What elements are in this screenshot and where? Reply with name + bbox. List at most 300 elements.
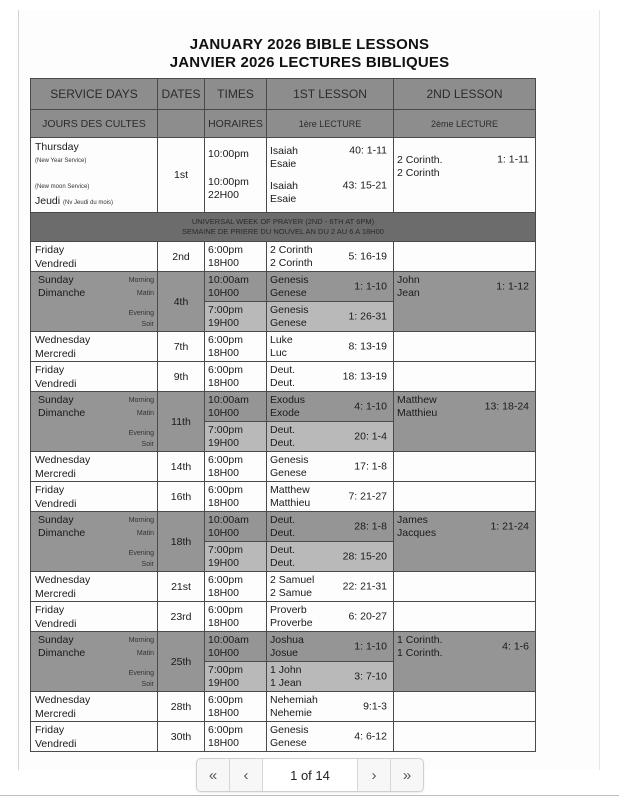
service-day-cell bbox=[31, 362, 158, 392]
service-day-fr: Vendredi bbox=[35, 497, 77, 510]
service-evening bbox=[129, 428, 154, 450]
lesson1-cell bbox=[267, 572, 394, 602]
prayer-week-banner bbox=[31, 213, 536, 242]
lesson1-book-en: Exodus bbox=[270, 393, 306, 406]
service-day-en: Wednesday bbox=[35, 693, 91, 706]
lesson1-cell bbox=[267, 632, 394, 662]
lesson2-cell bbox=[394, 242, 536, 272]
table-row bbox=[31, 722, 536, 752]
lesson1-reference: 18: 13-19 bbox=[342, 370, 387, 382]
time-en: 6:00pm bbox=[208, 723, 244, 736]
time-cell bbox=[205, 392, 267, 422]
lessons-table bbox=[30, 78, 536, 752]
lesson1-book-en: 1 John bbox=[270, 663, 302, 676]
service-evening-en: Evening bbox=[128, 430, 154, 437]
service-day-fr: Vendredi bbox=[35, 257, 77, 270]
service-day-sunday-b bbox=[35, 407, 157, 420]
lesson1-book-en: Genesis bbox=[270, 303, 309, 316]
lesson1-reference: 1: 1-10 bbox=[354, 280, 387, 292]
lesson1-reference: 17: 1-8 bbox=[354, 460, 387, 472]
service-matin: Matin bbox=[136, 290, 154, 297]
service-morning: Morning bbox=[128, 637, 154, 644]
service-day-fr: Mercredi bbox=[35, 587, 76, 600]
time-fr: 19H00 bbox=[208, 676, 239, 689]
lesson2-wrap bbox=[397, 692, 535, 694]
prev-page-button[interactable]: ‹ bbox=[230, 759, 263, 791]
time-cell bbox=[205, 422, 267, 452]
thursday-lesson1 bbox=[267, 138, 394, 213]
date-cell: 25th bbox=[158, 632, 205, 692]
lesson1-reference: 1: 1-10 bbox=[354, 640, 387, 652]
lesson1-cell bbox=[267, 332, 394, 362]
lesson2-wrap bbox=[397, 482, 535, 484]
lesson2-wrap bbox=[397, 602, 535, 604]
time-fr: 10H00 bbox=[208, 286, 239, 299]
service-day-sunday-a bbox=[35, 274, 157, 287]
table-row bbox=[31, 692, 536, 722]
lesson1-cell bbox=[267, 422, 394, 452]
lesson2-wrap bbox=[397, 722, 535, 724]
time-cell bbox=[205, 632, 267, 662]
thursday-lesson2 bbox=[394, 138, 536, 213]
lesson2-cell bbox=[394, 692, 536, 722]
time-cell bbox=[205, 542, 267, 572]
header-dates-fr bbox=[158, 110, 205, 138]
lesson2-book-en: 1 Corinth. bbox=[397, 634, 443, 646]
table-row bbox=[31, 392, 536, 422]
date-cell: 4th bbox=[158, 272, 205, 332]
date-cell: 18th bbox=[158, 512, 205, 572]
header-service-days: SERVICE DAYS bbox=[31, 79, 158, 110]
thursday-times bbox=[205, 138, 267, 213]
date-cell: 30th bbox=[158, 722, 205, 752]
time-fr: 10H00 bbox=[208, 406, 239, 419]
time-en: 6:00pm bbox=[208, 483, 244, 496]
lesson1-cell bbox=[267, 302, 394, 332]
service-day-cell bbox=[31, 692, 158, 722]
next-page-button[interactable]: › bbox=[357, 759, 390, 791]
table-row bbox=[31, 272, 536, 302]
service-day-cell bbox=[31, 242, 158, 272]
service-evening-label bbox=[35, 548, 157, 570]
lesson2-reference: 13: 18-24 bbox=[484, 400, 529, 413]
time-en: 10:00am bbox=[208, 513, 249, 526]
lesson1-book-en: Genesis bbox=[270, 453, 309, 466]
service-evening-en: Evening bbox=[128, 670, 154, 677]
service-day-sunday-b bbox=[35, 527, 157, 540]
time-cell bbox=[205, 332, 267, 362]
lesson1-book-fr: Exode bbox=[270, 406, 300, 419]
header-horaires: HORAIRES bbox=[205, 110, 267, 138]
service-day-en: Wednesday bbox=[35, 333, 91, 346]
lesson1-reference: 8: 13-19 bbox=[348, 340, 387, 352]
lesson1-book-fr: Deut. bbox=[270, 556, 296, 569]
lesson1-book-en: Matthew bbox=[270, 483, 310, 496]
service-day-en: Wednesday bbox=[35, 573, 91, 586]
thursday-l1-b-en: Isaiah bbox=[270, 179, 299, 192]
lesson1-reference: 4: 6-12 bbox=[354, 730, 387, 742]
service-day-en: Sunday bbox=[38, 514, 74, 526]
time-fr: 18H00 bbox=[208, 346, 239, 359]
lesson2-book-en: John bbox=[397, 274, 420, 286]
lesson1-book-en: 2 Corinth bbox=[270, 243, 313, 256]
time-cell bbox=[205, 512, 267, 542]
service-evening-fr: Soir bbox=[141, 441, 154, 448]
lesson1-book-fr: Genese bbox=[270, 466, 307, 479]
service-day-cell bbox=[31, 482, 158, 512]
page-indicator: 1 of 14 bbox=[263, 759, 357, 791]
lesson2-reference: 1: 21-24 bbox=[490, 520, 529, 533]
lesson2-cell bbox=[394, 632, 536, 692]
lesson2-cell bbox=[394, 362, 536, 392]
service-day-en: Friday bbox=[35, 723, 65, 736]
lesson1-book-en: Luke bbox=[270, 333, 293, 346]
service-day-cell bbox=[31, 452, 158, 482]
time-fr: 19H00 bbox=[208, 436, 239, 449]
time-en: 6:00pm bbox=[208, 693, 244, 706]
service-evening-fr: Soir bbox=[141, 561, 154, 568]
lesson1-book-fr: Deut. bbox=[270, 436, 296, 449]
table-row-thursday bbox=[31, 138, 536, 213]
lesson1-reference: 22: 21-31 bbox=[342, 580, 387, 592]
service-day-cell bbox=[31, 392, 158, 452]
service-evening-en: Evening bbox=[128, 310, 154, 317]
time-cell bbox=[205, 242, 267, 272]
service-day-cell bbox=[31, 272, 158, 332]
time-en: 6:00pm bbox=[208, 453, 244, 466]
time-en: 6:00pm bbox=[208, 363, 244, 376]
lesson2-wrap bbox=[397, 632, 535, 660]
thursday-note-mid: (New moon Service) bbox=[35, 184, 90, 190]
lesson1-book-fr: Proverbe bbox=[270, 616, 313, 629]
lesson2-reference: 1: 1-12 bbox=[496, 280, 529, 293]
service-evening-label bbox=[35, 428, 157, 450]
lesson1-cell bbox=[267, 362, 394, 392]
time-cell bbox=[205, 272, 267, 302]
service-evening-en: Evening bbox=[128, 550, 154, 557]
date-cell: 14th bbox=[158, 452, 205, 482]
service-day-fr: Mercredi bbox=[35, 347, 76, 360]
time-fr: 18H00 bbox=[208, 706, 239, 719]
lesson2-wrap bbox=[397, 272, 535, 300]
table-row bbox=[31, 572, 536, 602]
lesson1-cell bbox=[267, 602, 394, 632]
time-fr: 18H00 bbox=[208, 736, 239, 749]
service-day-fr: Mercredi bbox=[35, 467, 76, 480]
lesson2-book-en: James bbox=[397, 514, 428, 526]
lesson1-reference: 28: 1-8 bbox=[354, 520, 387, 532]
service-day-en: Wednesday bbox=[35, 453, 91, 466]
header-lesson2: 2ND LESSON bbox=[394, 79, 536, 110]
lesson2-wrap bbox=[397, 512, 535, 540]
lesson1-book-en: Deut. bbox=[270, 543, 296, 556]
service-morning: Morning bbox=[128, 517, 154, 524]
table-row bbox=[31, 242, 536, 272]
thursday-l2-en: 2 Corinth. bbox=[397, 154, 443, 166]
time-en: 10:00am bbox=[208, 273, 249, 286]
service-matin: Matin bbox=[136, 650, 154, 657]
banner-line-en: UNIVERSAL WEEK OF PRAYER (2ND - 6TH AT 6PM) bbox=[191, 217, 375, 226]
table-row bbox=[31, 602, 536, 632]
lesson1-book-en: Nehemiah bbox=[270, 693, 318, 706]
lesson1-book-fr: Luc bbox=[270, 346, 287, 359]
lesson1-cell bbox=[267, 662, 394, 692]
thursday-l1-a-fr: Esaie bbox=[270, 157, 297, 170]
service-evening-label bbox=[35, 668, 157, 690]
thursday-time-a: 10:00pm bbox=[208, 147, 249, 160]
lesson1-reference: 3: 7-10 bbox=[354, 670, 387, 682]
lesson1-book-fr: Genese bbox=[270, 286, 307, 299]
time-fr: 19H00 bbox=[208, 316, 239, 329]
thursday-l1-a-ref: 40: 1-11 bbox=[349, 144, 387, 156]
lesson2-book-fr: Jacques bbox=[397, 527, 437, 539]
lesson1-reference: 6: 20-27 bbox=[348, 610, 387, 622]
table-row bbox=[31, 362, 536, 392]
thursday-time-b1: 10:00pm bbox=[208, 176, 249, 189]
thursday-day-en: Thursday bbox=[35, 141, 79, 153]
table-row bbox=[31, 452, 536, 482]
time-fr: 18H00 bbox=[208, 616, 239, 629]
header-times: TIMES bbox=[205, 79, 267, 110]
service-day-sunday-a bbox=[35, 514, 157, 527]
lesson1-book-fr: 2 Corinth bbox=[270, 256, 313, 269]
lesson1-book-fr: Genese bbox=[270, 316, 307, 329]
date-cell: 7th bbox=[158, 332, 205, 362]
lesson1-book-en: Proverb bbox=[270, 603, 307, 616]
lesson2-cell bbox=[394, 332, 536, 362]
time-en: 6:00pm bbox=[208, 243, 244, 256]
lesson2-cell bbox=[394, 602, 536, 632]
lesson2-wrap bbox=[397, 572, 535, 574]
lesson1-reference: 20: 1-4 bbox=[354, 430, 387, 442]
service-day-fr: Dimanche bbox=[38, 287, 86, 299]
lesson2-cell bbox=[394, 722, 536, 752]
pdf-pager bbox=[196, 758, 424, 792]
time-en: 6:00pm bbox=[208, 333, 244, 346]
time-fr: 10H00 bbox=[208, 526, 239, 539]
lesson1-cell bbox=[267, 512, 394, 542]
lesson1-cell bbox=[267, 722, 394, 752]
table-row bbox=[31, 482, 536, 512]
date-cell: 21st bbox=[158, 572, 205, 602]
lesson1-book-en: Deut. bbox=[270, 423, 296, 436]
time-cell bbox=[205, 482, 267, 512]
service-day-en: Sunday bbox=[38, 274, 74, 286]
lesson1-book-en: Deut. bbox=[270, 363, 296, 376]
document-title-en: JANUARY 2026 BIBLE LESSONS bbox=[189, 36, 430, 53]
lesson1-cell bbox=[267, 542, 394, 572]
header-jours-cultes: JOURS DES CULTES bbox=[31, 110, 158, 138]
time-cell bbox=[205, 722, 267, 752]
date-cell: 9th bbox=[158, 362, 205, 392]
service-evening-fr: Soir bbox=[141, 681, 154, 688]
lesson1-book-fr: Deut. bbox=[270, 526, 296, 539]
time-fr: 10H00 bbox=[208, 646, 239, 659]
service-day-en: Sunday bbox=[38, 394, 74, 406]
table-row bbox=[31, 632, 536, 662]
service-day-fr: Vendredi bbox=[35, 377, 77, 390]
header-dates: DATES bbox=[158, 79, 205, 110]
service-day-cell bbox=[31, 632, 158, 692]
service-morning: Morning bbox=[128, 277, 154, 284]
header-lesson1: 1ST LESSON bbox=[267, 79, 394, 110]
lesson2-cell bbox=[394, 572, 536, 602]
lesson1-cell bbox=[267, 482, 394, 512]
thursday-note-fr: (Nv Jeudi du mois) bbox=[63, 200, 114, 206]
thursday-note-en: (New Year Service) bbox=[35, 158, 87, 164]
header-lecture2: 2ème LECTURE bbox=[394, 110, 536, 138]
thursday-day-cell bbox=[31, 138, 158, 213]
time-cell bbox=[205, 572, 267, 602]
service-day-en: Friday bbox=[35, 363, 65, 376]
service-evening bbox=[129, 668, 154, 690]
time-fr: 18H00 bbox=[208, 376, 239, 389]
lesson1-cell bbox=[267, 452, 394, 482]
lesson1-cell bbox=[267, 272, 394, 302]
document-title-fr: JANVIER 2026 LECTURES BIBLIQUES bbox=[169, 54, 450, 71]
lesson2-cell bbox=[394, 512, 536, 572]
lesson1-reference: 5: 16-19 bbox=[348, 250, 387, 262]
time-en: 6:00pm bbox=[208, 603, 244, 616]
lesson1-book-fr: Deut. bbox=[270, 376, 296, 389]
time-cell bbox=[205, 362, 267, 392]
service-day-fr: Vendredi bbox=[35, 737, 77, 750]
table-row bbox=[31, 512, 536, 542]
thursday-l1-b-ref: 43: 15-21 bbox=[342, 179, 387, 191]
lesson2-cell bbox=[394, 392, 536, 452]
lesson1-book-en: Genesis bbox=[270, 723, 309, 736]
table-row bbox=[31, 332, 536, 362]
lesson2-book-fr: Jean bbox=[397, 287, 420, 299]
time-en: 10:00am bbox=[208, 393, 249, 406]
lesson1-reference: 4: 1-10 bbox=[354, 400, 387, 412]
lesson1-book-fr: Josue bbox=[270, 646, 299, 659]
thursday-l1-b-fr: Esaie bbox=[270, 192, 297, 205]
thursday-l2-fr: 2 Corinth bbox=[397, 167, 440, 179]
date-cell: 28th bbox=[158, 692, 205, 722]
lesson2-wrap bbox=[397, 392, 535, 420]
header-lecture1: 1ère LECTURE bbox=[267, 110, 394, 138]
lesson2-wrap bbox=[397, 452, 535, 454]
service-evening bbox=[129, 548, 154, 570]
time-en: 7:00pm bbox=[208, 663, 244, 676]
time-cell bbox=[205, 662, 267, 692]
lesson2-wrap bbox=[397, 332, 535, 334]
viewer-bottom-border bbox=[0, 795, 619, 796]
lesson1-book-fr: Genese bbox=[270, 736, 307, 749]
lesson1-book-en: Deut. bbox=[270, 513, 296, 526]
lesson1-reference: 1: 26-31 bbox=[348, 310, 387, 322]
service-evening bbox=[129, 308, 154, 330]
time-en: 7:00pm bbox=[208, 543, 244, 556]
lesson1-book-en: Joshua bbox=[270, 633, 304, 646]
first-page-button[interactable]: « bbox=[197, 759, 230, 791]
service-morning: Morning bbox=[128, 397, 154, 404]
time-cell bbox=[205, 602, 267, 632]
service-day-sunday-b bbox=[35, 647, 157, 660]
time-en: 7:00pm bbox=[208, 303, 244, 316]
time-en: 7:00pm bbox=[208, 423, 244, 436]
date-cell: 23rd bbox=[158, 602, 205, 632]
lesson1-book-en: Genesis bbox=[270, 273, 309, 286]
thursday-time-b2: 22H00 bbox=[208, 189, 239, 202]
time-cell bbox=[205, 302, 267, 332]
lesson2-wrap bbox=[397, 362, 535, 364]
lesson1-cell bbox=[267, 242, 394, 272]
service-day-en: Sunday bbox=[38, 634, 74, 646]
date-cell: 16th bbox=[158, 482, 205, 512]
time-en: 10:00am bbox=[208, 633, 249, 646]
lesson1-cell bbox=[267, 392, 394, 422]
thursday-l2-ref: 1: 1-11 bbox=[497, 153, 529, 166]
service-day-cell bbox=[31, 512, 158, 572]
lesson1-book-fr: 2 Samue bbox=[270, 586, 313, 599]
lesson1-book-en: 2 Samuel bbox=[270, 573, 315, 586]
lesson2-book-fr: 1 Corinth. bbox=[397, 647, 443, 659]
lesson2-reference: 4: 1-6 bbox=[502, 640, 529, 653]
banner-line-fr: SEMAINE DE PRIERE DU NOUVEL AN DU 2 AU 6 A 18H00 bbox=[182, 227, 384, 236]
lesson1-reference: 9:1-3 bbox=[363, 700, 387, 712]
last-page-button[interactable]: » bbox=[390, 759, 423, 791]
service-day-cell bbox=[31, 572, 158, 602]
service-day-fr: Dimanche bbox=[38, 647, 86, 659]
time-fr: 18H00 bbox=[208, 586, 239, 599]
time-fr: 18H00 bbox=[208, 256, 239, 269]
date-cell: 2nd bbox=[158, 242, 205, 272]
service-matin: Matin bbox=[136, 530, 154, 537]
time-fr: 18H00 bbox=[208, 466, 239, 479]
time-cell bbox=[205, 692, 267, 722]
thursday-date: 1st bbox=[158, 138, 205, 213]
service-day-en: Friday bbox=[35, 483, 65, 496]
thursday-l1-a-en: Isaiah bbox=[270, 144, 299, 157]
lesson2-cell bbox=[394, 272, 536, 332]
service-day-fr: Vendredi bbox=[35, 617, 77, 630]
service-day-cell bbox=[31, 602, 158, 632]
service-day-en: Friday bbox=[35, 603, 65, 616]
lesson1-book-fr: Matthieu bbox=[270, 496, 311, 509]
lesson1-reference: 7: 21-27 bbox=[348, 490, 387, 502]
time-fr: 19H00 bbox=[208, 556, 239, 569]
lesson1-book-fr: Nehemie bbox=[270, 706, 313, 719]
lesson2-wrap bbox=[397, 242, 535, 244]
service-day-sunday-b bbox=[35, 287, 157, 300]
service-evening-label bbox=[35, 308, 157, 330]
service-day-cell bbox=[31, 722, 158, 752]
service-matin: Matin bbox=[136, 410, 154, 417]
service-day-fr: Dimanche bbox=[38, 527, 86, 539]
time-fr: 18H00 bbox=[208, 496, 239, 509]
lesson2-book-fr: Matthieu bbox=[397, 407, 438, 419]
service-day-sunday-a bbox=[35, 634, 157, 647]
date-cell: 11th bbox=[158, 392, 205, 452]
lesson2-cell bbox=[394, 482, 536, 512]
service-day-en: Friday bbox=[35, 243, 65, 256]
lesson1-reference: 28: 15-20 bbox=[342, 550, 387, 562]
lesson2-cell bbox=[394, 452, 536, 482]
service-evening-fr: Soir bbox=[141, 321, 154, 328]
service-day-fr: Mercredi bbox=[35, 707, 76, 720]
lesson2-book-en: Matthew bbox=[397, 394, 437, 406]
service-day-cell bbox=[31, 332, 158, 362]
lesson1-book-fr: 1 Jean bbox=[270, 676, 302, 689]
service-day-fr: Dimanche bbox=[38, 407, 86, 419]
service-day-sunday-a bbox=[35, 394, 157, 407]
time-cell bbox=[205, 452, 267, 482]
lesson1-cell bbox=[267, 692, 394, 722]
time-en: 6:00pm bbox=[208, 573, 244, 586]
thursday-day-fr: Jeudi bbox=[35, 195, 61, 207]
